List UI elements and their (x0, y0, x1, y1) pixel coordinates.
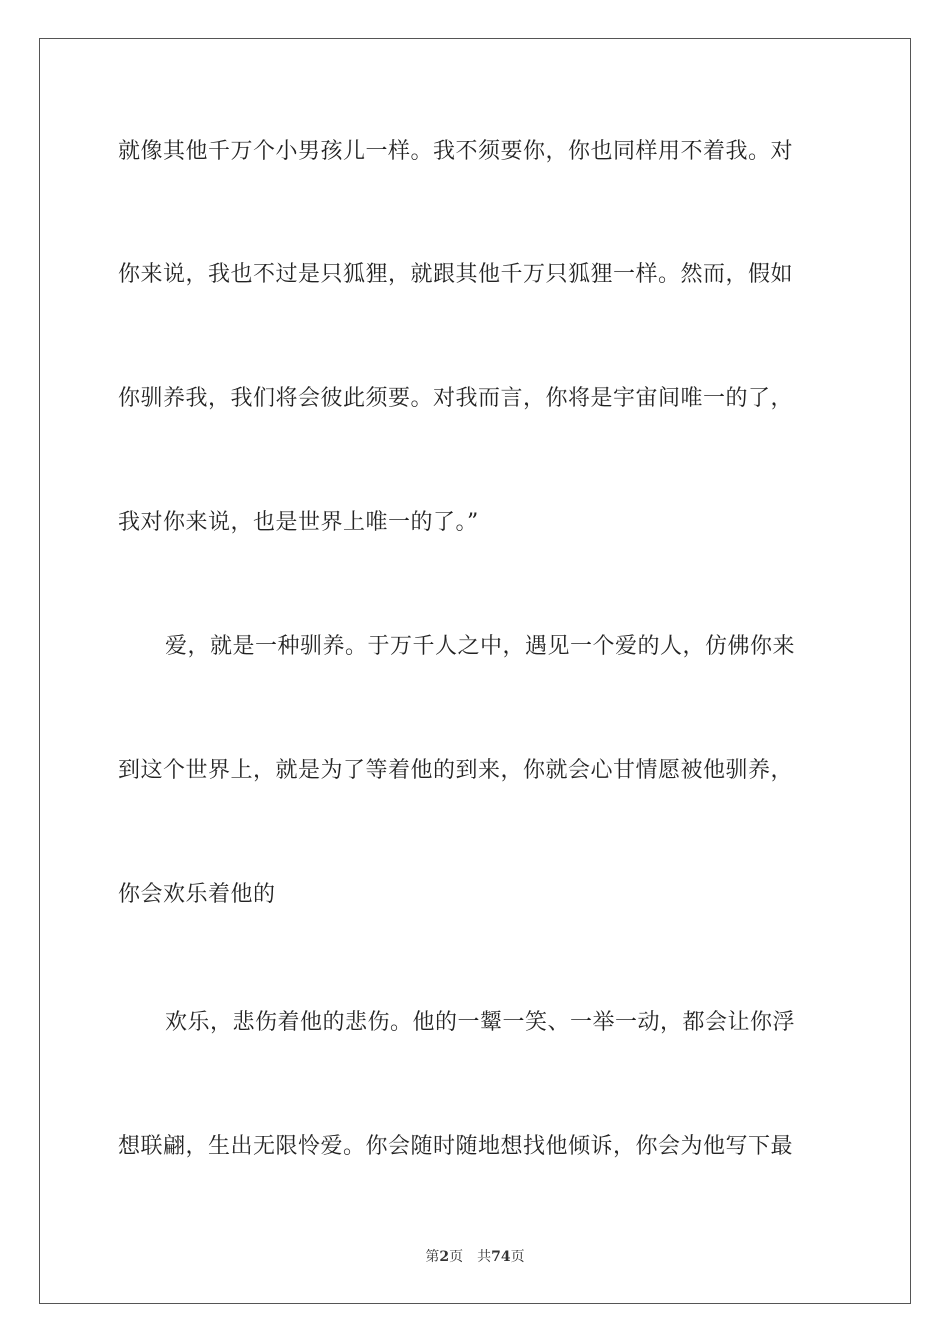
total-prefix: 共 (477, 1249, 492, 1265)
page-suffix: 页 (449, 1249, 464, 1265)
paragraph-start-line: 爱，就是一种驯养。于万千人之中，遇见一个爱的人，仿佛你来 (165, 634, 796, 659)
paragraph-start-line: 欢乐，悲伤着他的悲伤。他的一颦一笑、一举一动，都会让你浮 (165, 1010, 796, 1035)
page-prefix: 第 (425, 1249, 440, 1265)
text-line: 到这个世界上，就是为了等着他的到来，你就会心甘情愿被他驯养， (118, 758, 794, 783)
text-line: 就像其他千万个小男孩儿一样。我不须要你，你也同样用不着我。对 (118, 139, 794, 164)
text-line: 你会欢乐着他的 (118, 882, 276, 907)
total-suffix: 页 (510, 1249, 525, 1265)
page-number: 2 (439, 1249, 450, 1265)
total-pages: 74 (491, 1249, 511, 1265)
text-line: 你驯养我，我们将会彼此须要。对我而言，你将是宇宙间唯一的了， (118, 386, 794, 411)
text-line: 想联翩，生出无限怜爱。你会随时随地想找他倾诉，你会为他写下最 (118, 1134, 794, 1159)
text-line: 我对你来说，也是世界上唯一的了。” (118, 510, 479, 535)
page-footer (0, 1248, 950, 1266)
text-line: 你来说，我也不过是只狐狸，就跟其他千万只狐狸一样。然而，假如 (118, 262, 794, 287)
page-border (39, 38, 911, 1304)
